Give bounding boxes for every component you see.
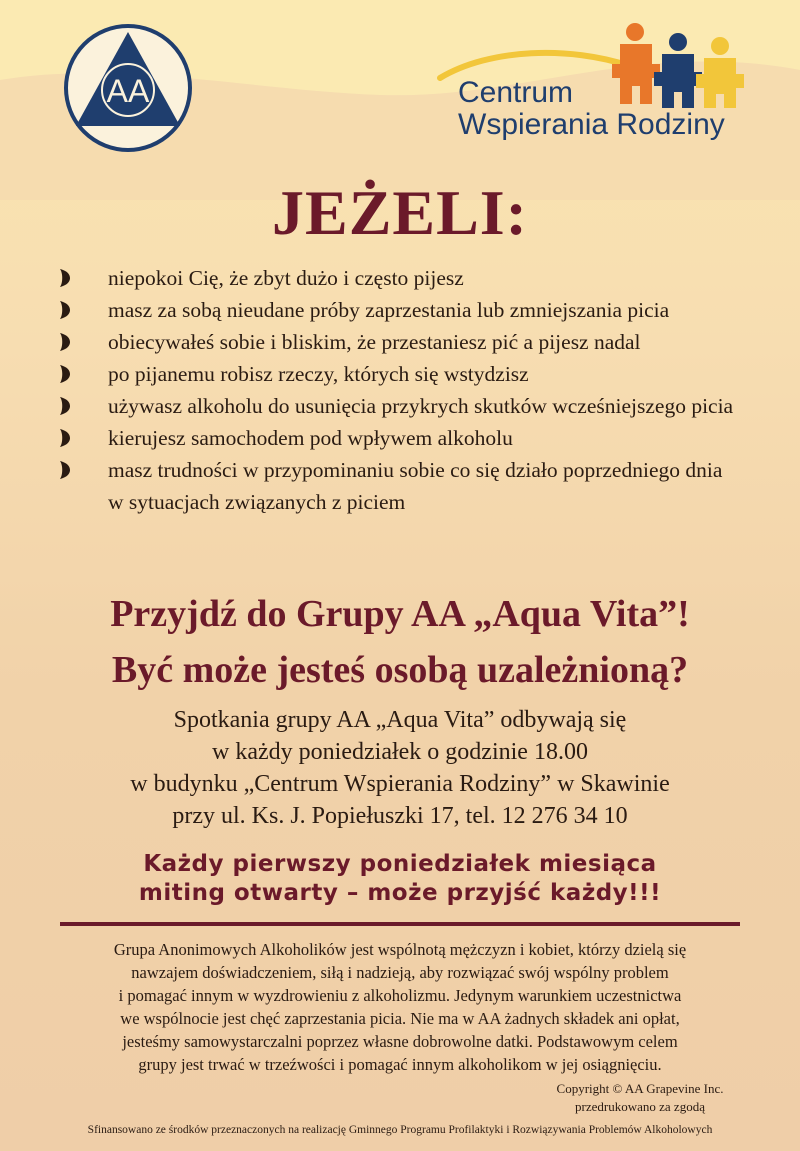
meeting-line3: w budynku „Centrum Wspierania Rodziny” w Skawinie [130, 771, 670, 797]
about-line2: nawzajem doświadczeniem, siłą i nadzieją, aby rozwiązać swój wspólny problem [131, 963, 669, 982]
cta-line2: Być może jesteś osobą uzależnioną? [111, 649, 689, 691]
headline: JEŻELI: [272, 177, 528, 248]
bullet-icon [60, 397, 70, 415]
list-item [60, 422, 740, 454]
divider [60, 922, 740, 926]
bullet-icon [60, 365, 70, 383]
bullet-icon [60, 333, 70, 351]
list-item [60, 326, 740, 358]
copyright-line1: Copyright © AA Grapevine Inc. [556, 1081, 724, 1096]
meeting-info [0, 704, 800, 832]
about-line4: we wspólnocie jest chęć zaprzestania picia. Nie ma w AA żadnych składek ani opłat, [120, 1009, 680, 1028]
meeting-line4: przy ul. Ks. J. Popiełuszki 17, tel. 12 276 34 10 [172, 803, 628, 829]
list-item [60, 294, 740, 326]
cta-line1: Przyjdź do Grupy AA „Aqua Vita”! [110, 593, 690, 635]
cwr-logo-line1: Centrum [458, 76, 574, 109]
bullet-icon [60, 269, 70, 287]
list-item [60, 358, 740, 390]
cwr-logo-line2: Wspierania Rodziny [458, 108, 725, 141]
copyright-line2: przedrukowano za zgodą [575, 1099, 705, 1114]
about-line3: i pomagać innym w wyzdrowieniu z alkoholizmu. Jedynym warunkiem uczestnictwa [118, 986, 682, 1005]
list-item-text: masz trudności w przypominaniu sobie co się działo poprzedniego dnia w sytuacjach związanych z piciem [108, 458, 723, 514]
open-meeting-line1: Każdy pierwszy poniedziałek miesiąca [143, 851, 657, 877]
open-meeting-notice [0, 850, 800, 908]
list-item-text: po pijanemu robisz rzeczy, których się wstydzisz [108, 362, 529, 386]
list-item [60, 390, 740, 422]
aa-logo [62, 22, 194, 154]
bullet-icon [60, 429, 70, 447]
about-line5: jesteśmy samowystarczalni poprzez własne dobrowolne datki. Podstawowym celem [122, 1032, 678, 1051]
bullet-icon [60, 301, 70, 319]
open-meeting-line2: miting otwarty – może przyjść każdy!!! [138, 880, 662, 906]
list-item-text: używasz alkoholu do usunięcia przykrych skutków wcześniejszego picia [108, 394, 734, 418]
funding-footer: Sfinansowano ze środków przeznaczonych na realizację Gminnego Programu Profilaktyki i Rozwiązywania Problemów Alkoholowych [87, 1124, 713, 1136]
warning-signs-list [60, 262, 740, 518]
aa-logo-text: AA [106, 73, 150, 109]
list-item [60, 454, 740, 518]
about-line1: Grupa Anonimowych Alkoholików jest wspólnotą mężczyzn i kobiet, którzy dzielą się [113, 940, 687, 959]
bullet-icon [60, 461, 70, 479]
meeting-line2: w każdy poniedziałek o godzinie 18.00 [212, 739, 588, 765]
meeting-line1: Spotkania grupy AA „Aqua Vita” odbywają się [173, 707, 627, 733]
cwr-logo-text [458, 78, 725, 140]
list-item-text: niepokoi Cię, że zbyt dużo i często pijesz [108, 266, 464, 290]
list-item-text: masz za sobą nieudane próby zaprzestania lub zmniejszania picia [108, 298, 670, 322]
copyright-notice [520, 1080, 760, 1116]
list-item [60, 262, 740, 294]
about-aa-paragraph [60, 938, 740, 1076]
about-line6: grupy jest trwać w trzeźwości i pomagać innym alkoholikom w jej osiągnięciu. [138, 1055, 662, 1074]
list-item-text: obiecywałeś sobie i bliskim, że przestaniesz pić a pijesz nadal [108, 330, 641, 354]
list-item-text: kierujesz samochodem pod wpływem alkoholu [108, 426, 513, 450]
